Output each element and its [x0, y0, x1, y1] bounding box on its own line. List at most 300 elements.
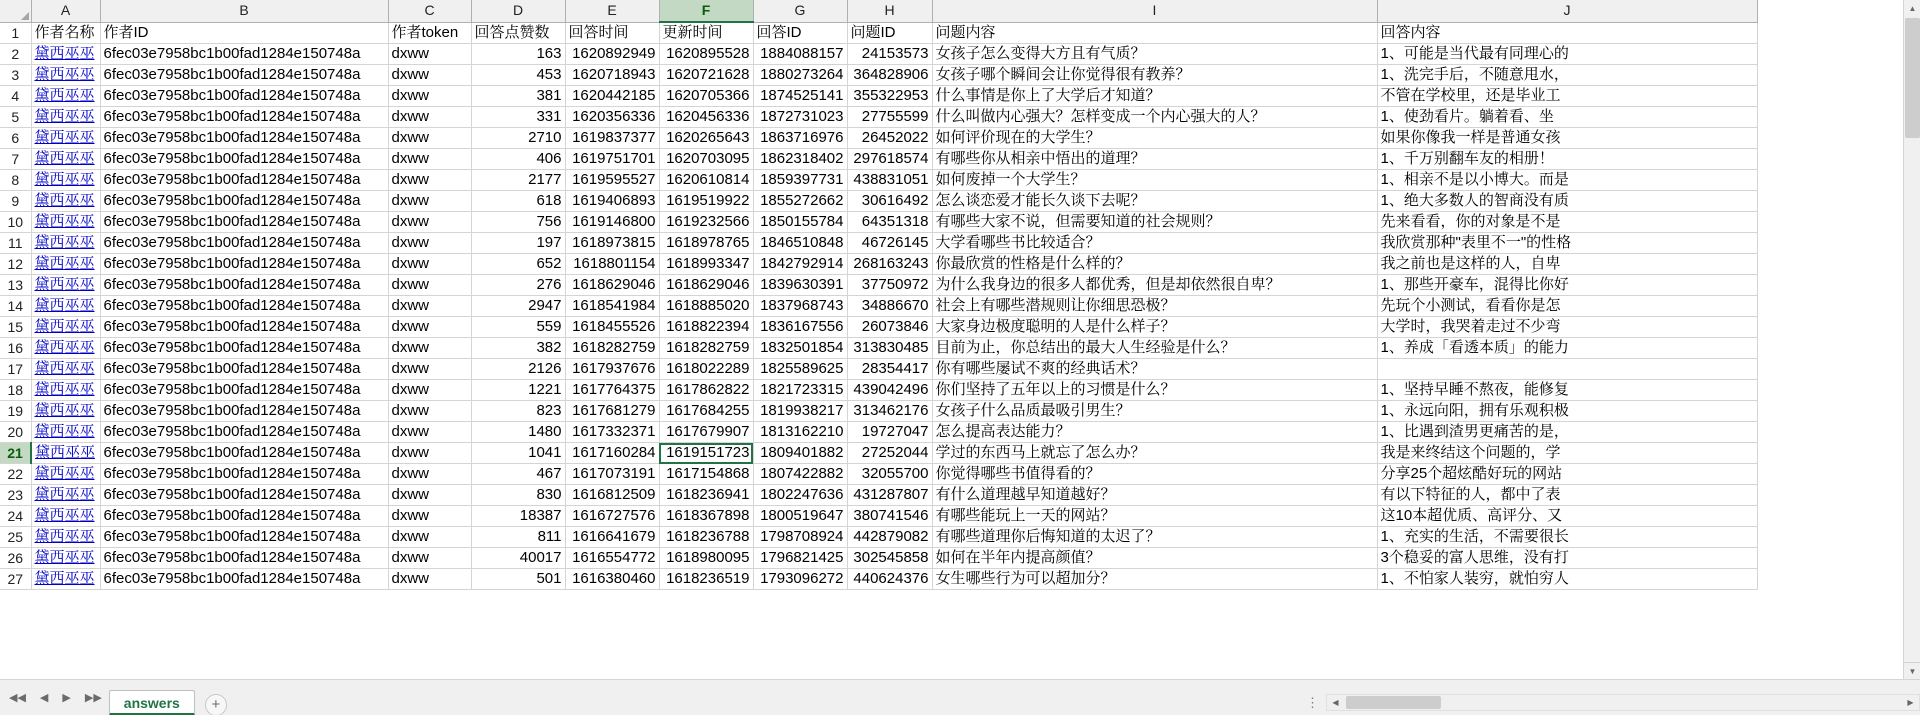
header-cell[interactable]: 问题ID [847, 22, 932, 44]
cell[interactable]: 1807422882 [753, 464, 847, 485]
column-header-j[interactable]: J [1377, 0, 1757, 22]
cell[interactable]: 1、绝大多数人的智商没有质 [1377, 191, 1757, 212]
cell[interactable]: 1884088157 [753, 44, 847, 65]
cell[interactable]: 你觉得哪些书值得看的？ [932, 464, 1377, 485]
cell[interactable]: 这10本超优质、高评分、又 [1377, 506, 1757, 527]
cell[interactable]: 黛西巫巫 [31, 86, 100, 107]
sheet-tab-answers[interactable]: answers [109, 690, 195, 715]
row-header-26[interactable]: 26 [0, 548, 31, 569]
cell[interactable]: 你有哪些屡试不爽的经典话术？ [932, 359, 1377, 380]
scroll-up-button[interactable]: ▲ [1904, 0, 1920, 17]
cell[interactable]: 1617332371 [565, 422, 659, 443]
cell[interactable]: dxww [388, 548, 471, 569]
row-header-15[interactable]: 15 [0, 317, 31, 338]
cell[interactable]: 64351318 [847, 212, 932, 233]
cell[interactable]: 1793096272 [753, 569, 847, 590]
cell[interactable]: 1619751701 [565, 149, 659, 170]
cell[interactable]: 1618629046 [565, 275, 659, 296]
last-sheet-icon[interactable]: ▶▶ [84, 692, 102, 704]
cell[interactable]: 黛西巫巫 [31, 296, 100, 317]
cell[interactable]: 1616727576 [565, 506, 659, 527]
row-header-7[interactable]: 7 [0, 149, 31, 170]
cell[interactable]: 1、不怕家人装穷，就怕穷人 [1377, 569, 1757, 590]
cell[interactable]: 1618885020 [659, 296, 753, 317]
prev-sheet-icon[interactable]: ◀ [39, 692, 49, 704]
cell[interactable]: 197 [471, 233, 565, 254]
cell[interactable]: 6fec03e7958bc1b00fad1284e150748a [100, 338, 388, 359]
cell[interactable]: 1、养成「看透本质」的能力 [1377, 338, 1757, 359]
cell[interactable]: 黛西巫巫 [31, 317, 100, 338]
cell[interactable]: 18387 [471, 506, 565, 527]
cell[interactable]: 黛西巫巫 [31, 548, 100, 569]
cell[interactable]: 1、使劲看片。躺着看、坐 [1377, 107, 1757, 128]
cell[interactable]: 1619406893 [565, 191, 659, 212]
row-header-5[interactable]: 5 [0, 107, 31, 128]
cell[interactable]: dxww [388, 254, 471, 275]
cell[interactable]: 6fec03e7958bc1b00fad1284e150748a [100, 422, 388, 443]
row-header-14[interactable]: 14 [0, 296, 31, 317]
row-header-27[interactable]: 27 [0, 569, 31, 590]
cell[interactable]: 46726145 [847, 233, 932, 254]
cell[interactable]: 为什么我身边的很多人都优秀，但是却依然很自卑？ [932, 275, 1377, 296]
cell[interactable]: dxww [388, 422, 471, 443]
cell[interactable]: 1620721628 [659, 65, 753, 86]
cell[interactable]: 有什么道理越早知道越好？ [932, 485, 1377, 506]
header-cell[interactable]: 回答内容 [1377, 22, 1757, 44]
cell[interactable]: 1617154868 [659, 464, 753, 485]
cell[interactable]: 6fec03e7958bc1b00fad1284e150748a [100, 464, 388, 485]
add-sheet-button[interactable]: + [205, 694, 227, 715]
cell[interactable]: 黛西巫巫 [31, 422, 100, 443]
cell[interactable]: dxww [388, 527, 471, 548]
cell[interactable]: 黛西巫巫 [31, 506, 100, 527]
cell[interactable]: 1617684255 [659, 401, 753, 422]
cell[interactable]: 1616554772 [565, 548, 659, 569]
cell[interactable]: 1620456336 [659, 107, 753, 128]
cell[interactable]: 1618980095 [659, 548, 753, 569]
cell[interactable]: 6fec03e7958bc1b00fad1284e150748a [100, 65, 388, 86]
cell[interactable]: 1620610814 [659, 170, 753, 191]
cell[interactable]: 1、坚持早睡不熬夜，能修复 [1377, 380, 1757, 401]
row-header-25[interactable]: 25 [0, 527, 31, 548]
cell[interactable]: 1620703095 [659, 149, 753, 170]
cell[interactable]: 6fec03e7958bc1b00fad1284e150748a [100, 548, 388, 569]
cell[interactable]: 1、可能是当代最有同理心的 [1377, 44, 1757, 65]
header-cell[interactable]: 回答时间 [565, 22, 659, 44]
cell[interactable]: 黛西巫巫 [31, 233, 100, 254]
cell[interactable]: 438831051 [847, 170, 932, 191]
cell[interactable]: 黛西巫巫 [31, 338, 100, 359]
cell[interactable]: 27252044 [847, 443, 932, 464]
cell[interactable]: 331 [471, 107, 565, 128]
cell[interactable]: 1617160284 [565, 443, 659, 464]
cell[interactable]: 黛西巫巫 [31, 65, 100, 86]
cell[interactable]: 3个稳妥的富人思维，没有打 [1377, 548, 1757, 569]
cell[interactable]: 313462176 [847, 401, 932, 422]
cell[interactable]: 黛西巫巫 [31, 44, 100, 65]
cell[interactable]: dxww [388, 233, 471, 254]
cell[interactable]: 1837968743 [753, 296, 847, 317]
cell[interactable]: 6fec03e7958bc1b00fad1284e150748a [100, 233, 388, 254]
cell[interactable]: 1798708924 [753, 527, 847, 548]
cell[interactable]: 1620705366 [659, 86, 753, 107]
cell[interactable]: 364828906 [847, 65, 932, 86]
cell[interactable]: 1859397731 [753, 170, 847, 191]
cell[interactable]: 怎么谈恋爱才能长久谈下去呢？ [932, 191, 1377, 212]
cell[interactable]: 6fec03e7958bc1b00fad1284e150748a [100, 485, 388, 506]
cell[interactable]: 1618455526 [565, 317, 659, 338]
cell[interactable]: 1617862822 [659, 380, 753, 401]
row-header-4[interactable]: 4 [0, 86, 31, 107]
cell[interactable]: dxww [388, 149, 471, 170]
cell[interactable]: 1480 [471, 422, 565, 443]
cell[interactable]: dxww [388, 275, 471, 296]
cell[interactable]: 怎么提高表达能力？ [932, 422, 1377, 443]
cell[interactable]: 6fec03e7958bc1b00fad1284e150748a [100, 149, 388, 170]
cell[interactable]: 1618822394 [659, 317, 753, 338]
cell[interactable]: 40017 [471, 548, 565, 569]
cell[interactable]: 381 [471, 86, 565, 107]
cell[interactable]: 有哪些能玩上一天的网站？ [932, 506, 1377, 527]
cell[interactable]: 黛西巫巫 [31, 569, 100, 590]
header-cell[interactable]: 更新时间 [659, 22, 753, 44]
cell[interactable]: 1874525141 [753, 86, 847, 107]
cell[interactable]: 28354417 [847, 359, 932, 380]
cell[interactable]: 大学时，我哭着走过不少弯 [1377, 317, 1757, 338]
scroll-down-button[interactable]: ▼ [1904, 662, 1920, 679]
cell[interactable]: 大家身边极度聪明的人是什么样子？ [932, 317, 1377, 338]
cell[interactable]: 女孩子什么品质最吸引男生？ [932, 401, 1377, 422]
row-header-19[interactable]: 19 [0, 401, 31, 422]
cell[interactable]: 女孩子哪个瞬间会让你觉得很有教养？ [932, 65, 1377, 86]
cell[interactable]: 1618282759 [565, 338, 659, 359]
cell[interactable]: 学过的东西马上就忘了怎么办？ [932, 443, 1377, 464]
row-header-12[interactable]: 12 [0, 254, 31, 275]
cell[interactable]: 如果你像我一样是普通女孩 [1377, 128, 1757, 149]
cell[interactable]: 如何废掉一个大学生？ [932, 170, 1377, 191]
cell[interactable]: 黛西巫巫 [31, 212, 100, 233]
cell[interactable]: 1620356336 [565, 107, 659, 128]
row-header-13[interactable]: 13 [0, 275, 31, 296]
cell[interactable]: 黛西巫巫 [31, 485, 100, 506]
cell[interactable]: 1619232566 [659, 212, 753, 233]
cell[interactable]: 先玩个小测试，看看你是怎 [1377, 296, 1757, 317]
cell[interactable]: 811 [471, 527, 565, 548]
cell[interactable]: 297618574 [847, 149, 932, 170]
scroll-left-button[interactable]: ◀ [1327, 695, 1344, 710]
cell[interactable]: 1619151723 [659, 443, 753, 464]
header-cell[interactable]: 回答ID [753, 22, 847, 44]
cell[interactable]: 6fec03e7958bc1b00fad1284e150748a [100, 359, 388, 380]
cell[interactable]: 什么叫做内心强大？怎样变成一个内心强大的人？ [932, 107, 1377, 128]
cell[interactable]: dxww [388, 296, 471, 317]
cell[interactable]: 先来看看，你的对象是不是 [1377, 212, 1757, 233]
cell[interactable]: 黛西巫巫 [31, 149, 100, 170]
cell[interactable]: 6fec03e7958bc1b00fad1284e150748a [100, 569, 388, 590]
cell[interactable]: 黛西巫巫 [31, 359, 100, 380]
cell[interactable]: 黛西巫巫 [31, 401, 100, 422]
cell[interactable]: 1221 [471, 380, 565, 401]
header-cell[interactable]: 作者token [388, 22, 471, 44]
cell[interactable]: dxww [388, 317, 471, 338]
cell[interactable]: 黛西巫巫 [31, 170, 100, 191]
column-header-b[interactable]: B [100, 0, 388, 22]
cell[interactable]: 1618022289 [659, 359, 753, 380]
cell[interactable]: 1、相亲不是以小博大。而是 [1377, 170, 1757, 191]
cell[interactable]: 黛西巫巫 [31, 191, 100, 212]
cell[interactable]: 1617681279 [565, 401, 659, 422]
row-header-11[interactable]: 11 [0, 233, 31, 254]
row-header-10[interactable]: 10 [0, 212, 31, 233]
cell[interactable]: 1、永远向阳，拥有乐观积极 [1377, 401, 1757, 422]
cell[interactable]: 1872731023 [753, 107, 847, 128]
cell[interactable]: 6fec03e7958bc1b00fad1284e150748a [100, 275, 388, 296]
cell[interactable]: 女生哪些行为可以超加分？ [932, 569, 1377, 590]
cell[interactable]: 276 [471, 275, 565, 296]
cell[interactable]: 黛西巫巫 [31, 128, 100, 149]
cell[interactable]: 6fec03e7958bc1b00fad1284e150748a [100, 296, 388, 317]
cell[interactable]: 你们坚持了五年以上的习惯是什么？ [932, 380, 1377, 401]
row-header-22[interactable]: 22 [0, 464, 31, 485]
cell[interactable]: 目前为止，你总结出的最大人生经验是什么？ [932, 338, 1377, 359]
cell[interactable]: 2710 [471, 128, 565, 149]
row-header-20[interactable]: 20 [0, 422, 31, 443]
cell[interactable]: 1880273264 [753, 65, 847, 86]
cell[interactable]: 34886670 [847, 296, 932, 317]
column-header-c[interactable]: C [388, 0, 471, 22]
cell[interactable]: 1617937676 [565, 359, 659, 380]
cell[interactable]: 1620442185 [565, 86, 659, 107]
cell[interactable]: 什么事情是你上了大学后才知道？ [932, 86, 1377, 107]
cell[interactable]: 6fec03e7958bc1b00fad1284e150748a [100, 107, 388, 128]
cell[interactable]: 1618993347 [659, 254, 753, 275]
cell[interactable]: 501 [471, 569, 565, 590]
cell[interactable]: 6fec03e7958bc1b00fad1284e150748a [100, 380, 388, 401]
cell[interactable]: 1813162210 [753, 422, 847, 443]
cell[interactable]: dxww [388, 86, 471, 107]
row-header-3[interactable]: 3 [0, 65, 31, 86]
cell[interactable]: 1618541984 [565, 296, 659, 317]
cell[interactable]: 6fec03e7958bc1b00fad1284e150748a [100, 170, 388, 191]
cell[interactable]: 6fec03e7958bc1b00fad1284e150748a [100, 401, 388, 422]
cell[interactable]: 6fec03e7958bc1b00fad1284e150748a [100, 527, 388, 548]
cell[interactable]: 如何评价现在的大学生？ [932, 128, 1377, 149]
cell[interactable]: 440624376 [847, 569, 932, 590]
cell[interactable]: 1821723315 [753, 380, 847, 401]
first-sheet-icon[interactable]: ◀◀ [9, 692, 26, 704]
cell[interactable]: 1825589625 [753, 359, 847, 380]
tab-overflow-icon[interactable]: ⋮ [1306, 694, 1320, 710]
select-all-corner[interactable] [0, 0, 31, 22]
cell[interactable]: 652 [471, 254, 565, 275]
column-header-i[interactable]: I [932, 0, 1377, 22]
cell[interactable]: 1619837377 [565, 128, 659, 149]
cell[interactable]: 有哪些你从相亲中悟出的道理？ [932, 149, 1377, 170]
cell[interactable]: 1617073191 [565, 464, 659, 485]
scroll-right-button[interactable]: ▶ [1902, 695, 1919, 710]
cell[interactable]: 1819938217 [753, 401, 847, 422]
cell[interactable]: 37750972 [847, 275, 932, 296]
row-header-21[interactable]: 21 [0, 443, 31, 464]
cell[interactable]: 439042496 [847, 380, 932, 401]
row-header-17[interactable]: 17 [0, 359, 31, 380]
cell[interactable]: 6fec03e7958bc1b00fad1284e150748a [100, 254, 388, 275]
cell[interactable]: 我之前也是这样的人，自卑 [1377, 254, 1757, 275]
cell[interactable]: 1836167556 [753, 317, 847, 338]
cell[interactable]: dxww [388, 170, 471, 191]
cell[interactable]: 1839630391 [753, 275, 847, 296]
cell[interactable]: 1617679907 [659, 422, 753, 443]
row-header-8[interactable]: 8 [0, 170, 31, 191]
horizontal-scrollbar[interactable] [1326, 694, 1920, 711]
header-cell[interactable]: 回答点赞数 [471, 22, 565, 44]
cell[interactable]: 黛西巫巫 [31, 443, 100, 464]
cell[interactable]: dxww [388, 506, 471, 527]
cell[interactable]: 24153573 [847, 44, 932, 65]
cell[interactable]: 830 [471, 485, 565, 506]
cell[interactable]: 1796821425 [753, 548, 847, 569]
cell[interactable]: 382 [471, 338, 565, 359]
cell[interactable]: 1、洗完手后，不随意甩水， [1377, 65, 1757, 86]
cell[interactable]: dxww [388, 212, 471, 233]
cell[interactable]: 559 [471, 317, 565, 338]
cell[interactable]: 756 [471, 212, 565, 233]
cell[interactable]: 1618973815 [565, 233, 659, 254]
cell[interactable]: 社会上有哪些潜规则让你细思恐极？ [932, 296, 1377, 317]
header-cell[interactable]: 作者ID [100, 22, 388, 44]
next-sheet-icon[interactable]: ▶ [62, 692, 71, 704]
cell[interactable]: 19727047 [847, 422, 932, 443]
cell[interactable]: 6fec03e7958bc1b00fad1284e150748a [100, 443, 388, 464]
cell[interactable]: 442879082 [847, 527, 932, 548]
cell[interactable]: 6fec03e7958bc1b00fad1284e150748a [100, 212, 388, 233]
cell[interactable]: 2947 [471, 296, 565, 317]
row-header-9[interactable]: 9 [0, 191, 31, 212]
cell[interactable]: 26073846 [847, 317, 932, 338]
cell[interactable]: 1041 [471, 443, 565, 464]
cell[interactable]: 6fec03e7958bc1b00fad1284e150748a [100, 317, 388, 338]
cell[interactable]: 黛西巫巫 [31, 254, 100, 275]
cell[interactable]: 1618801154 [565, 254, 659, 275]
cell[interactable]: 1862318402 [753, 149, 847, 170]
cell[interactable]: 1620892949 [565, 44, 659, 65]
cell[interactable]: 1620895528 [659, 44, 753, 65]
cell[interactable]: 355322953 [847, 86, 932, 107]
cell[interactable]: 1、那些开豪车，混得比你好 [1377, 275, 1757, 296]
cell[interactable]: 我是来终结这个问题的，学 [1377, 443, 1757, 464]
cell[interactable]: 2177 [471, 170, 565, 191]
cell[interactable]: 女孩子怎么变得大方且有气质？ [932, 44, 1377, 65]
cell[interactable]: 1616812509 [565, 485, 659, 506]
cell[interactable]: 1620265643 [659, 128, 753, 149]
cell[interactable]: 1842792914 [753, 254, 847, 275]
cell[interactable]: dxww [388, 359, 471, 380]
column-header-h[interactable]: H [847, 0, 932, 22]
header-cell[interactable]: 问题内容 [932, 22, 1377, 44]
cell[interactable]: 1618367898 [659, 506, 753, 527]
header-cell[interactable]: 作者名称 [31, 22, 100, 44]
cell[interactable]: 1616641679 [565, 527, 659, 548]
cell[interactable]: dxww [388, 464, 471, 485]
row-header-1[interactable]: 1 [0, 22, 31, 44]
cell[interactable]: 1809401882 [753, 443, 847, 464]
cell[interactable]: 不管在学校里，还是毕业工 [1377, 86, 1757, 107]
cell[interactable]: 313830485 [847, 338, 932, 359]
cell[interactable]: 黛西巫巫 [31, 107, 100, 128]
cell[interactable]: dxww [388, 128, 471, 149]
cell[interactable]: 1619146800 [565, 212, 659, 233]
cell[interactable]: 6fec03e7958bc1b00fad1284e150748a [100, 128, 388, 149]
cell[interactable]: 如何在半年内提高颜值？ [932, 548, 1377, 569]
cell[interactable]: 1802247636 [753, 485, 847, 506]
row-header-2[interactable]: 2 [0, 44, 31, 65]
column-header-g[interactable]: G [753, 0, 847, 22]
row-header-16[interactable]: 16 [0, 338, 31, 359]
cell[interactable]: 453 [471, 65, 565, 86]
cell[interactable]: 380741546 [847, 506, 932, 527]
cell[interactable]: 1846510848 [753, 233, 847, 254]
cell[interactable]: 6fec03e7958bc1b00fad1284e150748a [100, 86, 388, 107]
cell[interactable]: dxww [388, 485, 471, 506]
cell[interactable]: 27755599 [847, 107, 932, 128]
cell[interactable]: 1618629046 [659, 275, 753, 296]
cell[interactable]: 有哪些道理你后悔知道的太迟了？ [932, 527, 1377, 548]
cell[interactable]: 你最欣赏的性格是什么样的？ [932, 254, 1377, 275]
row-header-24[interactable]: 24 [0, 506, 31, 527]
cell[interactable]: dxww [388, 401, 471, 422]
cell[interactable]: 618 [471, 191, 565, 212]
cell[interactable]: dxww [388, 44, 471, 65]
cell[interactable]: 1617764375 [565, 380, 659, 401]
cell[interactable]: dxww [388, 65, 471, 86]
cell[interactable]: 431287807 [847, 485, 932, 506]
column-header-f[interactable]: F [659, 0, 753, 22]
cell[interactable]: 2126 [471, 359, 565, 380]
cell[interactable]: dxww [388, 380, 471, 401]
cell[interactable]: 1、充实的生活，不需要很长 [1377, 527, 1757, 548]
cell[interactable]: 有哪些大家不说，但需要知道的社会规则？ [932, 212, 1377, 233]
column-header-a[interactable]: A [31, 0, 100, 22]
cell[interactable]: 467 [471, 464, 565, 485]
cell[interactable]: 1855272662 [753, 191, 847, 212]
cell[interactable]: 6fec03e7958bc1b00fad1284e150748a [100, 44, 388, 65]
cell[interactable]: 1、比遇到渣男更痛苦的是， [1377, 422, 1757, 443]
cell[interactable]: 我欣赏那种"表里不一"的性格 [1377, 233, 1757, 254]
cell[interactable]: 268163243 [847, 254, 932, 275]
vertical-scroll-thumb[interactable] [1905, 18, 1920, 138]
cell[interactable]: 1619595527 [565, 170, 659, 191]
cell[interactable]: 302545858 [847, 548, 932, 569]
cell[interactable]: dxww [388, 443, 471, 464]
cell[interactable]: 有以下特征的人，都中了表 [1377, 485, 1757, 506]
cell[interactable]: 黛西巫巫 [31, 275, 100, 296]
cell[interactable]: dxww [388, 569, 471, 590]
cell[interactable]: 1832501854 [753, 338, 847, 359]
vertical-scrollbar[interactable] [1903, 0, 1920, 679]
cell[interactable]: 6fec03e7958bc1b00fad1284e150748a [100, 191, 388, 212]
cell[interactable]: 1616380460 [565, 569, 659, 590]
cell[interactable]: 32055700 [847, 464, 932, 485]
cell[interactable]: dxww [388, 338, 471, 359]
column-header-d[interactable]: D [471, 0, 565, 22]
cell[interactable]: 1800519647 [753, 506, 847, 527]
cell[interactable]: 大学看哪些书比较适合？ [932, 233, 1377, 254]
cell[interactable]: 1618236941 [659, 485, 753, 506]
cell[interactable]: 406 [471, 149, 565, 170]
cell[interactable] [1377, 359, 1757, 380]
cell[interactable]: 分享25个超炫酷好玩的网站 [1377, 464, 1757, 485]
cell[interactable]: 黛西巫巫 [31, 464, 100, 485]
